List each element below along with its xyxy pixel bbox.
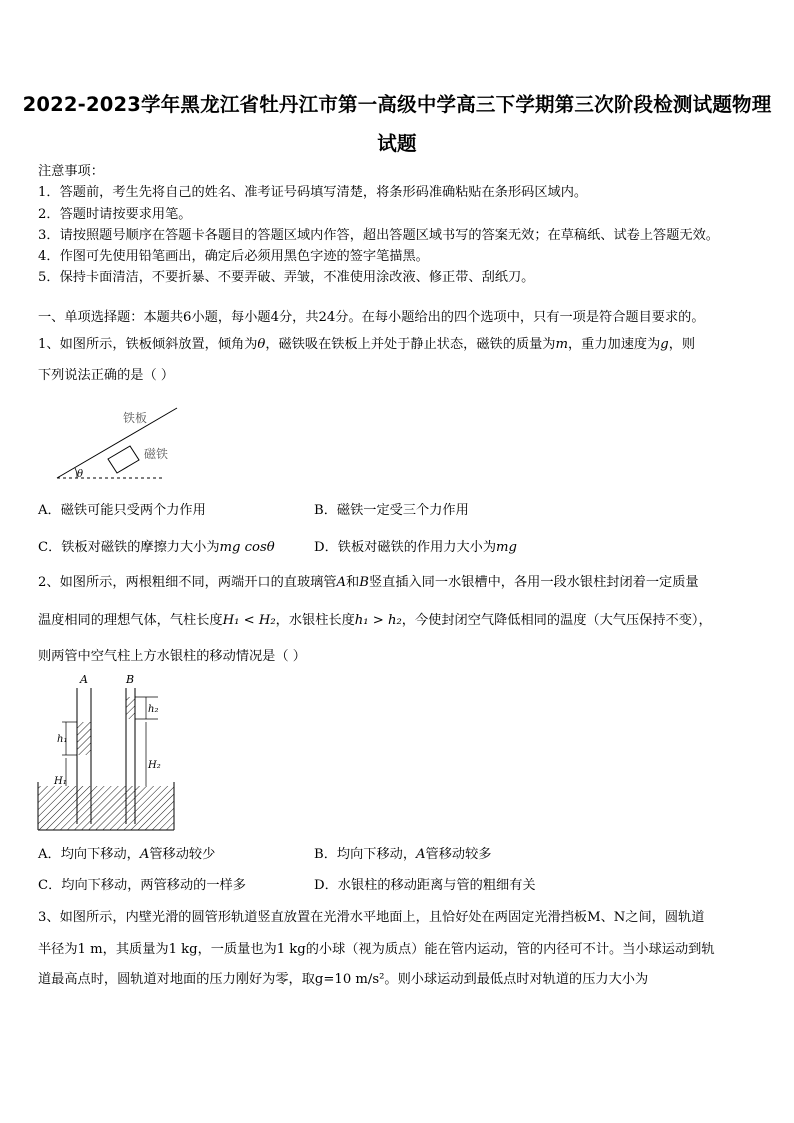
gravity-symbol: g	[660, 337, 669, 352]
q1-stem-continued: 下列说法正确的是（ ）	[38, 368, 175, 383]
magnet-label: 磁铁	[144, 447, 169, 461]
H2-label: H₂	[148, 760, 161, 771]
section-header: 一、单项选择题：本题共6小题，每小题4分，共24分。在每小题给出的四个选项中，只有一项是符合题目要求的。	[38, 310, 705, 325]
notice-item-1: 1．答题前，考生先将自己的姓名、准考证号码填写清楚，将条形码准确粘贴在条形码区域内。	[38, 185, 588, 200]
page-title: 2022-2023学年黑龙江省牡丹江市第一高级中学高三下学期第三次阶段检测试题物理	[22, 93, 772, 116]
q1-stem: 1、如图所示，铁板倾斜放置，倾角为θ，磁铁吸在铁板上并处于静止状态，磁铁的质量为m，重力加速度为g，则	[38, 337, 696, 352]
q1-option-c: C．铁板对磁铁的摩擦力大小为mg cosθ	[38, 540, 275, 555]
q1-incline-figure	[50, 398, 190, 488]
h2-label: h₂	[148, 704, 159, 715]
q1-option-d: D．铁板对磁铁的作用力大小为mg	[314, 540, 517, 555]
plate-label: 铁板	[123, 411, 148, 425]
q2-stem: 2、如图所示，两根粗细不同，两端开口的直玻璃管A和B竖直插入同一水银槽中，各用一段水银柱封闭着一定质量	[38, 575, 699, 590]
q1-option-b: B．磁铁一定受三个力作用	[314, 503, 469, 518]
notice-item-3: 3．请按照题号顺序在答题卡各题目的答题区域内作答，超出答题区域书写的答案无效；在草稿纸、试卷上答题无效。	[38, 228, 719, 243]
notice-heading: 注意事项：	[38, 164, 104, 179]
notice-item-4: 4．作图可先使用铅笔画出，确定后必须用黑色字迹的签字笔描黑。	[38, 249, 429, 264]
q2-option-a: A．均向下移动，A管移动较少	[38, 847, 216, 862]
tube-b-label: B	[126, 673, 135, 686]
q2-option-d: D．水银柱的移动距离与管的粗细有关	[314, 878, 536, 893]
notice-item-2: 2．答题时请按要求用笔。	[38, 207, 192, 222]
H1-label: H₁	[54, 776, 67, 787]
q2-stem-line3: 则两管中空气柱上方水银柱的移动情况是（ ）	[38, 649, 306, 664]
q1-option-a: A．磁铁可能只受两个力作用	[38, 503, 206, 518]
tube-a-label: A	[80, 673, 88, 686]
page-title-continued: 试题	[377, 132, 417, 155]
h1-label: h₁	[57, 734, 68, 745]
q2-option-c: C．均向下移动，两管移动的一样多	[38, 878, 246, 893]
q3-stem-line1: 3、如图所示，内壁光滑的圆管形轨道竖直放置在光滑水平地面上，且恰好处在两固定光滑挡板M、N之间，圆轨道	[38, 910, 705, 925]
q2-stem-line2: 温度相同的理想气体，气柱长度H₁ < H₂，水银柱长度h₁ > h₂，今使封闭空气降低相同的温度（大气压保持不变），	[38, 613, 712, 628]
angle-label: θ	[77, 469, 84, 480]
q3-stem-line2: 半径为1 m，其质量为1 kg，一质量也为1 kg的小球（视为质点）能在管内运动，管的内径可不计。当小球运动到轨	[38, 942, 715, 957]
q3-stem-line3: 道最高点时，圆轨道对地面的压力刚好为零，取g=10 m/s²。则小球运动到最低点时对轨道的压力大小为	[38, 972, 649, 987]
q2-option-b: B．均向下移动，A管移动较多	[314, 847, 492, 862]
theta-symbol: θ	[257, 337, 266, 352]
mass-symbol: m	[555, 337, 568, 352]
notice-item-5: 5．保持卡面清洁，不要折暴、不要弄破、弄皱，不准使用涂改液、修正带、刮纸刀。	[38, 270, 535, 285]
q2-tubes-figure	[36, 670, 186, 834]
